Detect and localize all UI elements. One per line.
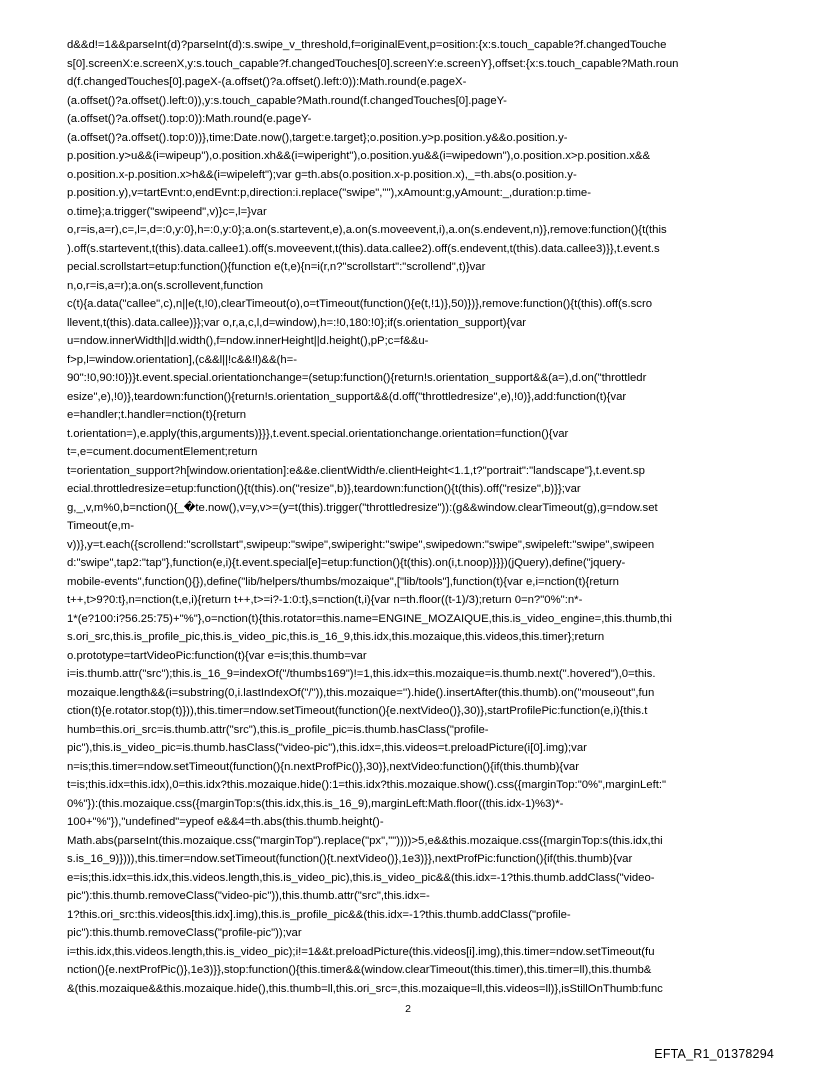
code-line: s[0].screenX:e.screenX,y:s.touch_capable?f.changedTouches[0].screenY:e.screenY},offset:{x:s.touch_capable?Math.roun: [67, 57, 679, 70]
code-line: d:"swipe",tap2:"tap"},function(e,i){t.event.special[e]=etup:function(){t(this).on(i,t.noop)}}})(jQuery),define("jquery-: [67, 557, 626, 569]
code-line: n=is;this.timer=ndow.setTimeout(function(){n.nextProfPic()},30)},nextVideo:function(){if(this.thumb){var: [67, 760, 579, 773]
code-line: n,o,r=is,a=r);a.on(s.scrollevent,function: [67, 279, 264, 292]
code-line: g,_,v,m%0,b=nction(){_�te.now(),v=y,v>=(y=t(this).trigger("throttledresize")):(g&&window.clearTimeout(g),g=ndow.set: [67, 501, 658, 514]
code-line: f>p,l=window.orientation],(c&&l||!c&&!l)&&(h=-: [67, 353, 298, 366]
code-line: e=is;this.idx=this.idx,this.videos.length,this.is_video_pic),this.is_video_pic&&(this.idx=-1?this.thumb.addClass("video-: [67, 871, 655, 884]
code-line: v))},y=t.each({scrollend:"scrollstart",swipeup:"swipe",swiperight:"swipe",swipedown:"swipe",swipeleft:"swipe",swipeen: [67, 538, 655, 551]
code-line: t=is;this.idx=this.idx),0=this.idx?this.mozaique.hide():1=this.idx?this.mozaique.show().css({marginTop:"0%",marginLeft:": [67, 779, 667, 791]
code-line: Math.abs(parseInt(this.mozaique.css("marginTop").replace("px",""))))>5,e&&this.mozaique.css({marginTop:s(this.idx,thi: [67, 834, 663, 847]
code-line: o.prototype=tartVideoPic:function(t){var e=is;this.thumb=var: [67, 649, 367, 662]
code-line: t=orientation_support?h[window.orientation]:e&&e.clientWidth/e.clientHeight<1.1,t?"portrait":"landscape"},t.event.sp: [67, 464, 645, 477]
code-line: mobile-events",function(){}),define("lib/helpers/thumbs/mozaique",["lib/tools"],function(t){var e,i=nction(t){return: [67, 575, 619, 588]
code-line: ).off(s.startevent,t(this).data.callee1).off(s.moveevent,t(this).data.callee2).off(s.endevent,t(this).data.callee3)}},t.event.s: [67, 242, 660, 255]
code-line: 0%"}):(this.mozaique.css({marginTop:s(this.idx,this.is_16_9),marginLeft:Math.floor((this.idx-1)%3)*-: [67, 797, 564, 810]
code-line: pecial.scrollstart=etup:function(){function e(t,e){n=i(r,n?"scrollstart":"scrollend",t)}var: [67, 261, 486, 273]
code-line: c(t){a.data("callee",c),n||e(t,!0),clearTimeout(o),o=tTimeout(function(){e(t,!1)},50)})},remove:function(){t(this).off(s.scro: [67, 298, 653, 310]
code-text-block: [67, 36, 771, 998]
code-line: e=handler;t.handler=nction(t){return: [67, 409, 247, 421]
code-line: pic"),this.is_video_pic=is.thumb.hasClass("video-pic"),this.idx=,this.videos=t.preloadPicture(i[0].img);var: [67, 742, 587, 754]
code-line: (a.offset()?a.offset().top:0))},time:Date.now(),target:e.target};o.position.y>p.position.y&&o.position.y-: [67, 131, 568, 144]
code-line: llevent,t(this).data.callee)}};var o,r,a,c,l,d=window),h=:!0,180:!0};if(s.orientation_support){var: [67, 316, 527, 329]
code-line: (a.offset()?a.offset().left:0)),y:s.touch_capable?Math.round(f.changedTouches[0].pageY-: [67, 94, 507, 107]
code-line: p.position.y>u&&(i=wipeup"),o.position.xh&&(i=wiperight"),o.position.yu&&(i=wipedown"),o.position.x>p.position.x&&: [67, 150, 651, 162]
code-line: mozaique.length&&(i=substring(0,i.lastIndexOf("/")),this.mozaique='').hide().insertAfter(this.thumb).on("mouseout",fun: [67, 686, 655, 699]
code-line: i=this.idx,this.videos.length,this.is_video_pic);i!=1&&t.preloadPicture(this.videos[i].img),this.timer=ndow.setTimeout(fu: [67, 945, 655, 958]
code-line: humb=this.ori_src=is.thumb.attr("src"),this.is_profile_pic=is.thumb.hasClass("profile-: [67, 723, 489, 736]
code-line: s.ori_src,this.is_profile_pic,this.is_video_pic,this.is_16_9,this.idx,this.mozaique,this.videos,this.timer};return: [67, 631, 605, 643]
code-line: nction(){e.nextProfPic()},1e3)}},stop:function(){this.timer&&(window.clearTimeout(this.timer),this.timer=ll),this.thumb&: [67, 964, 652, 976]
code-line: (a.offset()?a.offset().top:0)):Math.round(e.pageY-: [67, 113, 312, 125]
code-line: d(f.changedTouches[0].pageX-(a.offset()?a.offset().left:0)):Math.round(e.pageX-: [67, 76, 467, 88]
code-line: i=is.thumb.attr("src");this.is_16_9=indexOf("/thumbs169")!=1,this.idx=this.mozaique=is.thumb.next(".hovered"),0=this.: [67, 668, 656, 680]
code-line: o.time};a.trigger("swipeend",v)}c=,l=}var: [67, 205, 267, 218]
page-number: 2: [405, 1003, 411, 1015]
code-line: 1*(e?100:i?56.25:75)+"%"},o=nction(t){this.rotator=this.name=ENGINE_MOZAIQUE,this.is_video_engine=,this.thumb,thi: [67, 612, 672, 625]
code-line: d&&d!=1&&parseInt(d)?parseInt(d):s.swipe_v_threshold,f=originalEvent,p=osition:{x:s.touch_capable?f.changedTouche: [67, 39, 667, 51]
code-line: Timeout(e,m-: [67, 520, 135, 532]
code-line: s.is_16_9)}))),this.timer=ndow.setTimeout(function(){t.nextVideo()},1e3)}},nextProfPic:function(){if(this.thumb){var: [67, 853, 633, 865]
code-line: u=ndow.innerWidth||d.width(),f=ndow.innerHeight||d.height(),pP;c=f&&u-: [67, 335, 429, 347]
code-line: o,r=is,a=r),c=,l=,d=:0,y:0},h=:0,y:0};a.on(s.startevent,e),a.on(s.moveevent,i),a.on(s.endevent,n)},remove:function(){t(this: [67, 224, 667, 236]
code-line: pic"):this.thumb.removeClass("video-pic")),this.thumb.attr("src",this.idx=-: [67, 890, 430, 902]
code-line: o.position.x-p.position.x>h&&(i=wipeleft");var g=th.abs(o.position.x-p.position.x),_=th.abs(o.position.y-: [67, 168, 577, 181]
code-line: 90":!0,90:!0})}t.event.special.orientationchange=(setup:function(){return!s.orientation_support&&(a=),d.on("throttledr: [67, 372, 647, 384]
code-line: p.position.y),v=tartEvnt:o,endEvnt:p,direction:i.replace("swipe",""),xAmount:g,yAmount:_,duration:p.time-: [67, 187, 591, 199]
code-line: esize",e),!0)},teardown:function(){return!s.orientation_support&&(d.off("throttledresize",e),!0)},add:function(t){var: [67, 390, 627, 403]
code-line: &(this.mozaique&&this.mozaique.hide(),this.thumb=ll,this.ori_src=,this.mozaique=ll,this.videos=ll)},isStillOnThumb:func: [67, 982, 663, 995]
code-line: 1?this.ori_src:this.videos[this.idx].img),this.is_profile_pic&&(this.idx=-1?this.thumb.addClass("profile-: [67, 908, 571, 921]
code-line: ecial.throttledresize=etup:function(){t(this).on("resize",b)},teardown:function(){t(this).off("resize",b)}};var: [67, 483, 581, 495]
code-line: pic"):this.thumb.removeClass("profile-pic"));var: [67, 927, 302, 939]
code-line: ction(t){e.rotator.stop(t)})),this.timer=ndow.setTimeout(function(){e.nextVideo()},30)},startProfilePic:function(e,i){this.t: [67, 705, 648, 717]
document-id: EFTA_R1_01378294: [654, 1047, 774, 1061]
code-line: t.orientation=),e.apply(this,arguments)}}},t.event.special.orientationchange.orientation=function(){var: [67, 427, 569, 440]
code-line: 100+"%"}),"undefined"=ypeof e&&4=th.abs(this.thumb.height()-: [67, 816, 384, 828]
code-line: t=,e=cument.documentElement;return: [67, 446, 258, 458]
code-line: t++,t>9?0:t},n=nction(t,e,i){return t++,t>=i?-1:0:t},s=nction(t,i){var n=th.floor((t-1)/3);return 0=n?"0%":n*-: [67, 594, 583, 606]
